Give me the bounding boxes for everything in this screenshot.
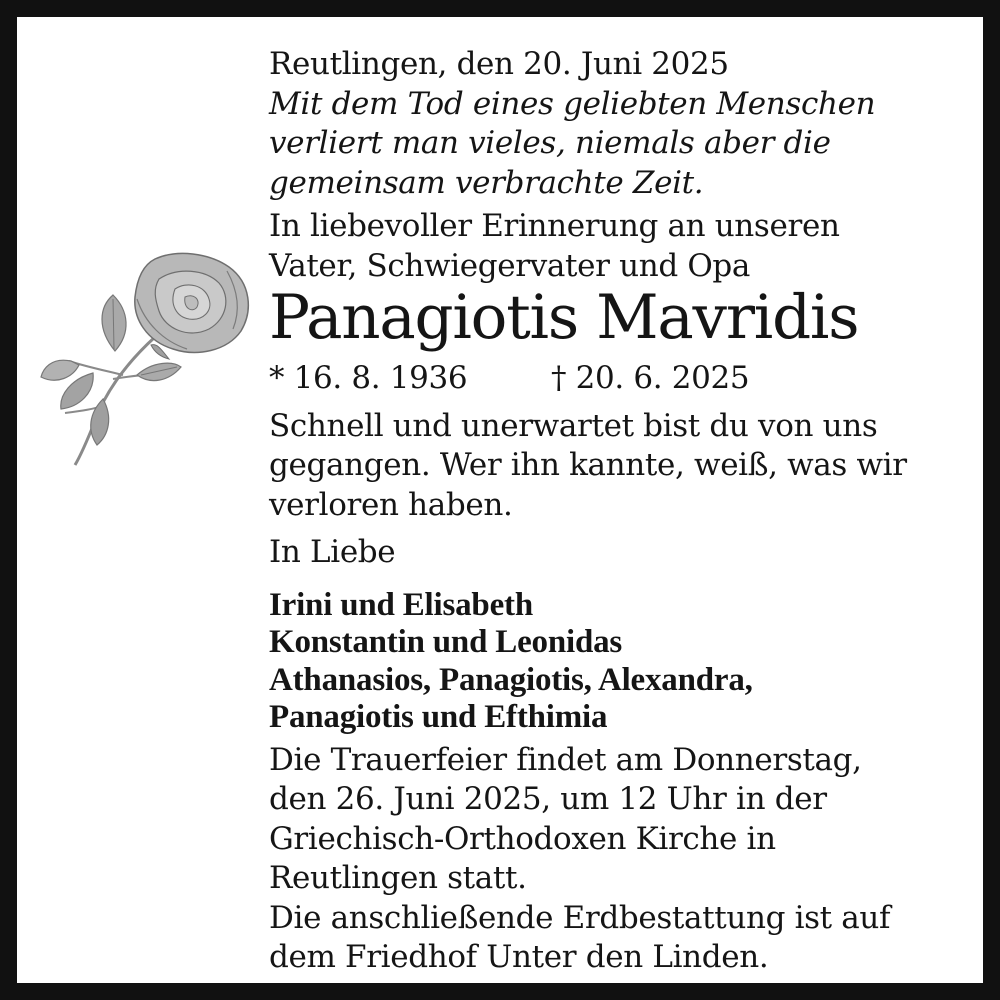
life-dates xyxy=(269,359,989,399)
memory-line: Vater, Schwiegervater und Opa xyxy=(269,247,751,284)
family-names xyxy=(269,587,989,737)
birth-date: * 16. 8. 1936 xyxy=(269,360,468,396)
memory-line: In liebevoller Erinnerung an unseren xyxy=(269,208,840,244)
ceremony-info xyxy=(269,741,989,978)
rose-icon xyxy=(37,249,257,474)
message-line: Schnell und unerwartet bist du von uns xyxy=(269,407,878,444)
ceremony-line: Reutlingen statt. xyxy=(269,860,527,896)
message-line: verloren haben. xyxy=(269,486,513,523)
quote-line: Mit dem Tod eines geliebten Menschen xyxy=(269,85,876,122)
ceremony-line: dem Friedhof Unter den Linden. xyxy=(269,939,769,975)
quote-line: verliert man vieles, niemals aber die xyxy=(269,125,831,161)
closing: In Liebe xyxy=(269,534,396,570)
message xyxy=(269,407,989,526)
ceremony-line: den 26. Juni 2025, um 12 Uhr in der xyxy=(269,781,827,817)
ceremony-line: Die Trauerfeier findet am Donnerstag, xyxy=(269,741,862,778)
family-line: Panagiotis und Efthimia xyxy=(269,699,608,735)
ceremony-line: Die anschließende Erdbestattung ist auf xyxy=(269,899,891,936)
family-line: Irini und Elisabeth xyxy=(269,586,533,623)
quote xyxy=(269,85,989,204)
family-line: Athanasios, Panagiotis, Alexandra, xyxy=(269,661,753,698)
memory-text xyxy=(269,207,989,286)
deceased-name: Panagiotis Mavridis xyxy=(269,282,859,353)
quote-line: gemeinsam verbrachte Zeit. xyxy=(269,164,704,201)
family-line: Konstantin und Leonidas xyxy=(269,624,623,660)
death-date: † 20. 6. 2025 xyxy=(551,360,750,396)
place-date: Reutlingen, den 20. Juni 2025 xyxy=(269,46,729,82)
ceremony-line: Griechisch-Orthodoxen Kirche in xyxy=(269,820,776,857)
notice-content xyxy=(269,45,989,978)
message-line: gegangen. Wer ihn kannte, weiß, was wir xyxy=(269,447,907,483)
